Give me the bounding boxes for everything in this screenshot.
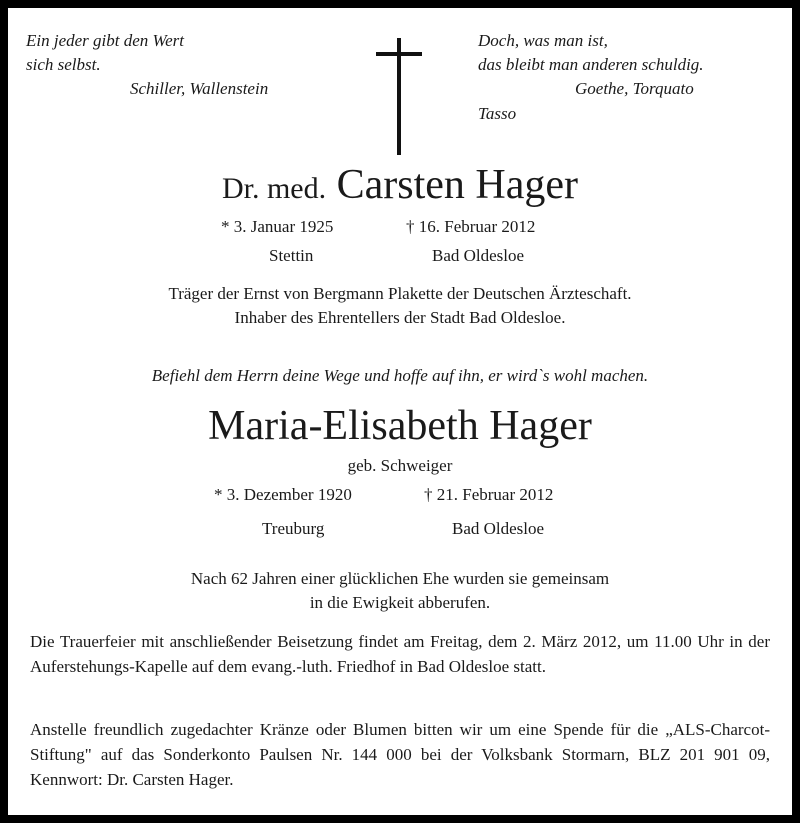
person1-heading: [8, 161, 792, 213]
person1-birth: * 3. Januar 1925: [221, 217, 334, 236]
person2-nee: geb. Schweiger: [347, 456, 453, 475]
funeral-paragraph: Die Trauerfeier mit anschließender Beisetzung findet am Freitag, dem 2. März 2012, um 11.00 Uhr in der Auferstehungs-Kapelle auf dem evang.-luth. Friedhof in Bad Oldesloe statt.: [30, 632, 770, 676]
person1-honor2: Inhaber des Ehrentellers der Stadt Bad Oldesloe.: [234, 308, 566, 327]
person2-death: † 21. Februar 2012: [424, 485, 554, 504]
person2-death-place: Bad Oldesloe: [452, 519, 545, 538]
person2-name: Maria-Elisabeth Hager: [208, 403, 592, 449]
quote-right-line2: das bleibt man anderen schuldig.: [478, 55, 704, 74]
person1-death-place: Bad Oldesloe: [432, 246, 525, 265]
person2-birth: * 3. Dezember 1920: [214, 485, 352, 504]
quote-left-line1: Ein jeder gibt den Wert: [26, 31, 185, 50]
quote-right-author1: Goethe, Torquato: [575, 79, 694, 98]
bible-verse: Befiehl dem Herrn deine Wege und hoffe auf ihn, er wird`s wohl machen.: [151, 366, 649, 385]
closing-line1: Nach 62 Jahren einer glücklichen Ehe wurden sie gemeinsam: [190, 569, 610, 588]
person1-title: Dr. med.: [221, 172, 327, 205]
person1-birth-place: Stettin: [269, 246, 314, 265]
quote-left-author: Schiller, Wallenstein: [130, 79, 269, 98]
obituary-notice: [8, 8, 792, 815]
person2-birth-place: Treuburg: [262, 519, 325, 538]
quote-right-author2: Tasso: [478, 104, 517, 123]
person1-name: Carsten Hager: [336, 162, 579, 208]
donation-paragraph: Anstelle freundlich zugedachter Kränze oder Blumen bitten wir um eine Spende für die „ALS-Charcot-Stiftung" auf das Sonderkonto Paulsen Nr. 144 000 bei der Volksbank Stormarn, BLZ 201 901 09, Kennwort: Dr. Carsten Hager.: [30, 720, 770, 789]
person1-death: † 16. Februar 2012: [406, 217, 536, 236]
quote-left-line2: sich selbst.: [26, 55, 101, 74]
quote-right-line1: Doch, was man ist,: [478, 31, 608, 50]
closing-line2: in die Ewigkeit abberufen.: [309, 593, 491, 612]
person1-honor1: Träger der Ernst von Bergmann Plakette der Deutschen Ärzteschaft.: [168, 284, 632, 303]
